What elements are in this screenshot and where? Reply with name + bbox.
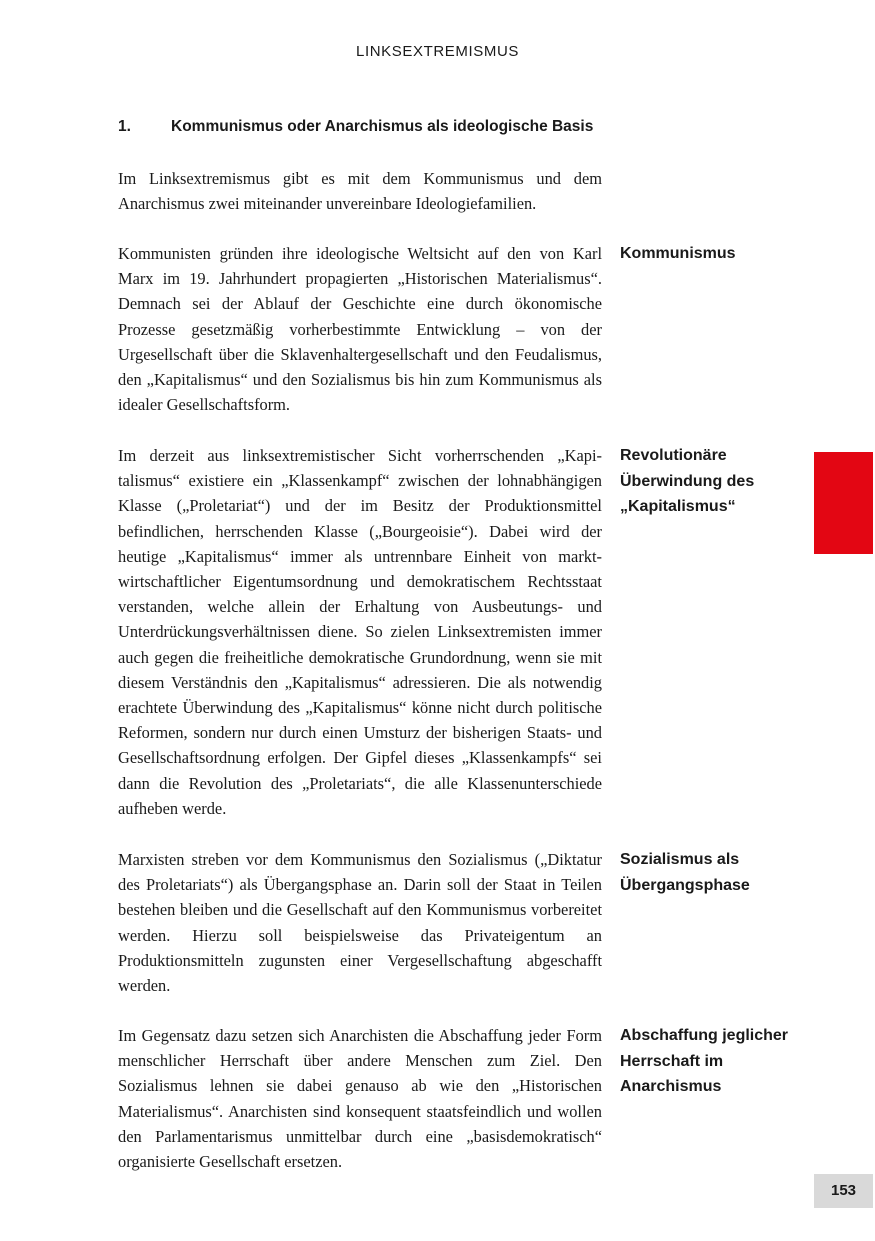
marginal-note-revolution: Revolutionäre Überwindung des „Kapitalismus“ bbox=[620, 447, 755, 515]
section-number: 1. bbox=[118, 118, 131, 135]
marginal-note-anarchismus: Abschaffung jeglicher Herrschaft im Anarchismus bbox=[620, 1027, 789, 1095]
section-heading bbox=[118, 118, 593, 136]
running-head: LINKSEXTREMISMUS bbox=[356, 43, 519, 60]
chapter-thumb-tab bbox=[814, 452, 873, 554]
marginal-note-sozialismus: Sozialismus als Übergangsphase bbox=[620, 851, 750, 894]
paragraph-sozialismus: Marxisten streben vor dem Kommunismus den Sozialismus („Diktatur des Proletariats“) als Übergangsphase an. Darin soll der Staat in Teilen bestehen bleiben und die Gesellschaft auf den Kommunismus vorbereitet werden. Hierzu soll beispielsweise das Privateigentum an Produktionsmitteln zugunsten einer Vergesellschaftung abgeschafft werden. bbox=[118, 850, 602, 996]
page-number: 153 bbox=[814, 1174, 873, 1208]
paragraph-anarchismus: Im Gegensatz dazu setzen sich Anarchisten die Abschaffung jeder Form menschlicher Herrschaft über andere Menschen zum Ziel. Den Sozialismus lehnen sie dabei genauso ab wie den „Historischen Materialismus“. Anarchisten sind konsequent staatsfeindlich und wollen den Parlamentarismus unmittelbar durch eine „basisdemokratisch“ organisierte Gesellschaft ersetzen. bbox=[118, 1026, 602, 1172]
paragraph-kommunismus: Kommunisten gründen ihre ideologische Weltsicht auf den von Karl Marx im 19. Jahrhundert propagierten „Historischen Materialismus“. Demnach sei der Ablauf der Geschichte eine durch ökonomische Prozesse gesetzmäßig vorherbestimmte Entwicklung – von der Urgesellschaft über die Sklavenhaltergesellschaft und den Feudalismus, den „Kapitalismus“ und den Sozialismus bis hin zum Kommunismus als idealer Gesellschaftsform. bbox=[118, 244, 602, 415]
paragraph-klassenkampf: Im derzeit aus linksextremistischer Sicht vorherrschenden „Kapitalismus“ existiere ein „Klassenkampf“ zwischen der lohnabhängigen Klasse („Proletariat“) und der im Besitz der Produktionsmittel befindlichen, herrschenden Klasse („Bourgeoisie“). Dabei wird der heutige „Kapitalismus“ immer als untrennbare Einheit von marktwirtschaftlicher Eigentumsordnung und demokratischem Rechtsstaat verstanden, welche allein der Erhaltung von Ausbeutungs- und Unterdrückungsverhältnissen diene. So zielen Linksextremisten immer auch gegen die freiheitliche demokratische Grundordnung, wenn sie mit diesem Verständnis den „Kapitalismus“ adressieren. Die als notwendig erachtete Überwindung des „Kapitalismus“ könne nicht durch politische Reformen, sondern nur durch einen Umsturz der bisherigen Staats- und Gesellschaftsordnung erfolgen. Der Gipfel dieses „Klassenkampfs“ sei dann die Revolution des „Proletariats“, die alle Klassenunterschiede aufheben werde. bbox=[118, 446, 602, 818]
paragraph-intro: Im Linksextremismus gibt es mit dem Kommunismus und dem Anarchismus zwei miteinander unvereinbare Ideologiefamilien. bbox=[118, 169, 602, 214]
marginal-note-kommunismus: Kommunismus bbox=[620, 245, 736, 262]
section-title: Kommunismus oder Anarchismus als ideologische Basis bbox=[171, 118, 594, 135]
